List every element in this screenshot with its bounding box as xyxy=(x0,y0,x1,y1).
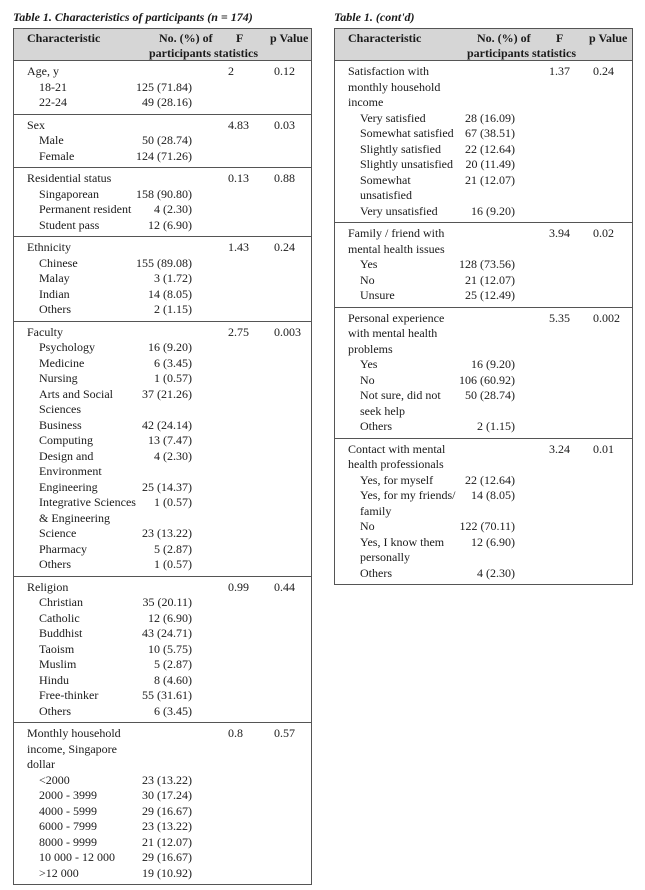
row-label: Arts and Social xyxy=(39,386,113,401)
table-row xyxy=(335,257,632,273)
row-label: Business xyxy=(39,417,82,432)
table-row xyxy=(14,287,311,303)
table-left xyxy=(13,10,312,885)
table-row xyxy=(14,788,311,804)
row-count-percent: 1 (0.57) xyxy=(154,495,192,509)
row-label: Yes xyxy=(360,357,378,371)
table-row xyxy=(335,157,632,173)
row-label: Yes, for myself xyxy=(360,472,434,487)
row-label: 4000 - 5999 xyxy=(39,803,97,818)
table-row xyxy=(14,580,311,596)
row-count-percent: 8 (4.60) xyxy=(154,672,192,687)
row-label: Yes, for my friends/ xyxy=(360,488,456,502)
table-row xyxy=(14,480,311,496)
row-label: with mental health xyxy=(348,326,438,340)
table-row xyxy=(14,449,311,465)
table-row xyxy=(335,519,632,535)
row-label: family xyxy=(360,503,392,518)
header-no-line2: participants statistics xyxy=(149,46,258,60)
row-label: Others xyxy=(360,419,392,433)
row-p-value: 0.24 xyxy=(274,240,295,254)
header-f: F xyxy=(556,31,564,45)
row-count-percent: 21 (12.07) xyxy=(465,172,515,187)
table-header xyxy=(335,29,632,61)
table-section xyxy=(14,577,311,724)
row-count-percent: 12 (6.90) xyxy=(148,217,192,232)
row-count-percent: 10 (5.75) xyxy=(148,641,192,656)
row-label: 22-24 xyxy=(39,95,67,109)
table-row xyxy=(14,64,311,80)
row-count-percent: 124 (71.26) xyxy=(136,148,192,163)
row-count-percent: 37 (21.26) xyxy=(142,386,192,401)
table-row xyxy=(335,566,632,582)
row-label: Sex xyxy=(27,117,45,132)
table-row xyxy=(335,64,632,80)
row-label: personally xyxy=(360,550,410,564)
table-row xyxy=(14,757,311,773)
row-count-percent: 4 (2.30) xyxy=(477,565,515,580)
row-count-percent: 5 (2.87) xyxy=(154,657,192,671)
row-count-percent: 155 (89.08) xyxy=(136,255,192,270)
row-count-percent: 14 (8.05) xyxy=(471,488,515,502)
table-row xyxy=(335,242,632,258)
row-label: mental health issues xyxy=(348,241,445,256)
row-label: 8000 - 9999 xyxy=(39,834,97,849)
row-p-value: 0.88 xyxy=(274,171,295,185)
row-label: Ethnicity xyxy=(27,240,71,254)
header-no-line2: participants statistics xyxy=(467,46,576,60)
row-label: Malay xyxy=(39,271,70,285)
table-row xyxy=(14,742,311,758)
row-count-percent: 125 (71.84) xyxy=(136,79,192,94)
header-no-line1: No. (%) of xyxy=(159,31,213,45)
row-label: income, Singapore xyxy=(27,741,117,756)
row-count-percent: 122 (70.11) xyxy=(459,519,515,533)
row-label: <2000 xyxy=(39,772,70,787)
row-count-percent: 42 (24.14) xyxy=(142,417,192,432)
row-count-percent: 22 (12.64) xyxy=(465,472,515,487)
row-count-percent: 25 (14.37) xyxy=(142,479,192,494)
table-section xyxy=(14,115,311,169)
table-row xyxy=(335,373,632,389)
row-count-percent: 30 (17.24) xyxy=(142,788,192,802)
row-label: Muslim xyxy=(39,657,77,671)
row-label: Design and xyxy=(39,448,94,463)
row-p-value: 0.57 xyxy=(274,726,295,740)
table-right xyxy=(334,10,633,585)
row-count-percent: 158 (90.80) xyxy=(136,186,192,201)
table-row xyxy=(335,273,632,289)
row-label: Religion xyxy=(27,579,69,594)
table-row xyxy=(335,80,632,96)
row-count-percent: 29 (16.67) xyxy=(142,850,192,864)
row-label: Catholic xyxy=(39,610,80,625)
row-count-percent: 4 (2.30) xyxy=(154,202,192,216)
row-p-value: 0.02 xyxy=(593,226,614,240)
row-count-percent: 25 (12.49) xyxy=(465,288,515,302)
row-p-value: 0.03 xyxy=(274,117,295,132)
table-row xyxy=(335,535,632,551)
table-title: Table 1. Characteristics of participants (n = 174) xyxy=(13,10,253,24)
table-header xyxy=(14,29,311,61)
row-count-percent: 22 (12.64) xyxy=(465,141,515,156)
table-row xyxy=(14,835,311,851)
row-label: & Engineering xyxy=(39,510,110,525)
row-label: Others xyxy=(39,703,71,718)
table-row xyxy=(14,418,311,434)
table-section xyxy=(14,322,311,577)
table-row xyxy=(335,388,632,404)
table-section xyxy=(335,439,632,585)
row-p-value: 0.01 xyxy=(593,441,614,456)
table-row xyxy=(14,464,311,480)
row-count-percent: 6 (3.45) xyxy=(154,355,192,370)
table-row xyxy=(335,142,632,158)
table-section xyxy=(14,237,311,322)
table-row xyxy=(335,419,632,435)
row-f-statistic: 5.35 xyxy=(549,310,570,325)
row-count-percent: 19 (10.92) xyxy=(142,865,192,880)
row-label: Contact with mental xyxy=(348,441,446,456)
row-f-statistic: 0.8 xyxy=(228,726,243,740)
header-p-value: p Value xyxy=(589,31,628,45)
row-count-percent: 23 (13.22) xyxy=(142,819,192,833)
table-row xyxy=(335,288,632,304)
table-row xyxy=(335,95,632,111)
table-sections xyxy=(14,61,311,884)
row-count-percent: 28 (16.09) xyxy=(465,110,515,125)
row-count-percent: 16 (9.20) xyxy=(471,357,515,371)
table-row xyxy=(14,302,311,318)
row-count-percent: 2 (1.15) xyxy=(477,419,515,433)
table-row xyxy=(335,457,632,473)
row-count-percent: 16 (9.20) xyxy=(471,203,515,218)
table-row xyxy=(14,657,311,673)
table-row xyxy=(14,495,311,511)
row-label: Not sure, did not xyxy=(360,388,441,402)
row-label: Very satisfied xyxy=(360,110,426,125)
row-label: dollar xyxy=(27,757,55,771)
table-row xyxy=(335,311,632,327)
row-count-percent: 6 (3.45) xyxy=(154,703,192,718)
row-f-statistic: 2 xyxy=(228,64,234,78)
table-row xyxy=(14,850,311,866)
header-no-line1: No. (%) of xyxy=(477,31,531,45)
table-row xyxy=(14,433,311,449)
row-count-percent: 50 (28.74) xyxy=(465,388,515,402)
row-label: Very unsatisfied xyxy=(360,203,438,218)
row-label: No xyxy=(360,272,375,287)
row-label: Slightly satisfied xyxy=(360,141,441,156)
table-row xyxy=(14,325,311,341)
row-p-value: 0.003 xyxy=(274,324,301,339)
row-f-statistic: 1.37 xyxy=(549,64,570,78)
row-label: 6000 - 7999 xyxy=(39,819,97,833)
row-label: Christian xyxy=(39,595,83,609)
row-count-percent: 23 (13.22) xyxy=(142,772,192,787)
table-row xyxy=(335,357,632,373)
row-count-percent: 21 (12.07) xyxy=(465,272,515,287)
table-title: Table 1. (cont'd) xyxy=(334,10,415,24)
row-label: Student pass xyxy=(39,217,100,232)
row-p-value: 0.24 xyxy=(593,64,614,78)
table-row xyxy=(14,688,311,704)
row-count-percent: 12 (6.90) xyxy=(471,534,515,549)
table-row xyxy=(335,342,632,358)
table-row xyxy=(14,804,311,820)
table-row xyxy=(14,356,311,372)
row-label: Monthly household xyxy=(27,726,121,740)
table-row xyxy=(14,80,311,96)
row-label: No xyxy=(360,372,375,387)
row-label: monthly household xyxy=(348,79,441,94)
row-label: income xyxy=(348,95,384,109)
table-row xyxy=(335,111,632,127)
row-count-percent: 3 (1.72) xyxy=(154,271,192,285)
table-section xyxy=(14,723,311,884)
table-body xyxy=(13,28,312,885)
row-label: problems xyxy=(348,341,393,356)
table-row xyxy=(335,504,632,520)
row-label: seek help xyxy=(360,403,405,418)
table-row xyxy=(335,204,632,220)
row-count-percent: 49 (28.16) xyxy=(142,95,192,109)
row-label: Chinese xyxy=(39,255,78,270)
table-row xyxy=(14,218,311,234)
table-row xyxy=(14,256,311,272)
row-label: Permanent resident xyxy=(39,202,132,216)
row-label: Others xyxy=(39,302,71,316)
row-label: Yes xyxy=(360,257,378,271)
table-section xyxy=(335,61,632,223)
row-label: Residential status xyxy=(27,171,112,185)
row-count-percent: 128 (73.56) xyxy=(459,257,515,271)
row-f-statistic: 3.94 xyxy=(549,226,570,240)
table-row xyxy=(14,133,311,149)
row-count-percent: 5 (2.87) xyxy=(154,541,192,556)
row-label: unsatisfied xyxy=(360,188,412,202)
table-body xyxy=(334,28,633,585)
table-row xyxy=(14,704,311,720)
row-label: Others xyxy=(39,557,71,571)
table-row xyxy=(14,511,311,527)
row-label: Nursing xyxy=(39,371,78,385)
header-characteristic: Characteristic xyxy=(348,31,422,45)
row-label: >12 000 xyxy=(39,865,79,880)
header-characteristic: Characteristic xyxy=(27,31,101,45)
row-label: Integrative Sciences xyxy=(39,495,136,509)
row-label: Environment xyxy=(39,464,102,478)
row-label: 2000 - 3999 xyxy=(39,788,97,802)
row-label: Unsure xyxy=(360,288,395,302)
row-label: Computing xyxy=(39,433,94,447)
row-count-percent: 1 (0.57) xyxy=(154,371,192,385)
table-row xyxy=(14,202,311,218)
table-row xyxy=(14,557,311,573)
table-row xyxy=(14,673,311,689)
table-row xyxy=(14,340,311,356)
row-count-percent: 35 (20.11) xyxy=(142,595,192,609)
table-row xyxy=(335,442,632,458)
table-row xyxy=(14,595,311,611)
row-label: 18-21 xyxy=(39,79,67,94)
table-row xyxy=(14,773,311,789)
row-count-percent: 4 (2.30) xyxy=(154,448,192,463)
row-count-percent: 21 (12.07) xyxy=(142,834,192,849)
table-row xyxy=(14,387,311,403)
row-label: Pharmacy xyxy=(39,541,87,556)
header-f: F xyxy=(236,31,244,45)
row-count-percent: 55 (31.61) xyxy=(142,688,192,702)
table-section xyxy=(14,168,311,237)
row-f-statistic: 3.24 xyxy=(549,441,570,456)
row-label: Psychology xyxy=(39,340,96,354)
table-section xyxy=(14,61,311,115)
table-row xyxy=(14,626,311,642)
table-row xyxy=(335,550,632,566)
row-label: No xyxy=(360,519,375,533)
row-f-statistic: 2.75 xyxy=(228,324,249,339)
table-row xyxy=(335,488,632,504)
row-count-percent: 2 (1.15) xyxy=(154,302,192,316)
row-label: Slightly unsatisfied xyxy=(360,157,453,171)
row-count-percent: 23 (13.22) xyxy=(142,526,192,540)
table-section xyxy=(335,308,632,439)
row-count-percent: 29 (16.67) xyxy=(142,803,192,818)
table-row xyxy=(335,326,632,342)
row-label: Somewhat satisfied xyxy=(360,126,454,140)
table-row xyxy=(335,404,632,420)
row-f-statistic: 4.83 xyxy=(228,117,249,132)
row-label: Science xyxy=(39,526,77,540)
table-row xyxy=(14,371,311,387)
row-label: Free-thinker xyxy=(39,688,99,702)
table-row xyxy=(14,187,311,203)
row-count-percent: 50 (28.74) xyxy=(142,133,192,147)
header-p-value: p Value xyxy=(270,31,309,45)
table-row xyxy=(14,271,311,287)
row-p-value: 0.002 xyxy=(593,310,620,325)
table-row xyxy=(14,402,311,418)
row-label: Male xyxy=(39,133,64,147)
table-sections xyxy=(335,61,632,584)
row-f-statistic: 0.99 xyxy=(228,579,249,594)
row-label: Faculty xyxy=(27,324,63,339)
table-row xyxy=(335,226,632,242)
row-label: Hindu xyxy=(39,672,69,687)
table-row xyxy=(14,642,311,658)
row-label: Satisfaction with xyxy=(348,64,429,78)
table-row xyxy=(335,473,632,489)
table-row xyxy=(14,95,311,111)
row-label: Family / friend with xyxy=(348,226,445,240)
table-row xyxy=(335,173,632,189)
row-label: Sciences xyxy=(39,402,81,416)
row-label: health professionals xyxy=(348,457,444,471)
table-row xyxy=(335,126,632,142)
row-label: Taoism xyxy=(39,641,75,656)
row-f-statistic: 1.43 xyxy=(228,240,249,254)
table-row xyxy=(14,526,311,542)
table-row xyxy=(14,118,311,134)
row-label: Indian xyxy=(39,286,70,301)
row-p-value: 0.44 xyxy=(274,579,295,594)
row-count-percent: 20 (11.49) xyxy=(465,157,515,171)
table-row xyxy=(14,819,311,835)
table-row xyxy=(14,726,311,742)
row-label: Buddhist xyxy=(39,626,83,640)
row-label: Somewhat xyxy=(360,172,411,187)
table-row xyxy=(14,240,311,256)
row-f-statistic: 0.13 xyxy=(228,171,249,185)
row-count-percent: 43 (24.71) xyxy=(142,626,192,640)
row-count-percent: 106 (60.92) xyxy=(459,372,515,387)
row-label: Others xyxy=(360,565,392,580)
row-count-percent: 13 (7.47) xyxy=(148,433,192,447)
row-label: Personal experience xyxy=(348,310,445,325)
row-p-value: 0.12 xyxy=(274,64,295,78)
row-label: Female xyxy=(39,148,75,163)
table-row xyxy=(14,866,311,882)
table-section xyxy=(335,223,632,308)
table-row xyxy=(335,188,632,204)
table-row xyxy=(14,611,311,627)
row-label: Yes, I know them xyxy=(360,534,445,549)
table-row xyxy=(14,542,311,558)
row-label: Medicine xyxy=(39,355,85,370)
table-row xyxy=(14,149,311,165)
row-label: Age, y xyxy=(27,64,59,78)
table-row xyxy=(14,171,311,187)
row-label: Singaporean xyxy=(39,186,99,201)
row-label: Engineering xyxy=(39,479,98,494)
row-count-percent: 14 (8.05) xyxy=(148,286,192,301)
row-label: 10 000 - 12 000 xyxy=(39,850,115,864)
row-count-percent: 1 (0.57) xyxy=(154,557,192,571)
row-count-percent: 16 (9.20) xyxy=(148,340,192,354)
row-count-percent: 12 (6.90) xyxy=(148,610,192,625)
row-count-percent: 67 (38.51) xyxy=(465,126,515,140)
